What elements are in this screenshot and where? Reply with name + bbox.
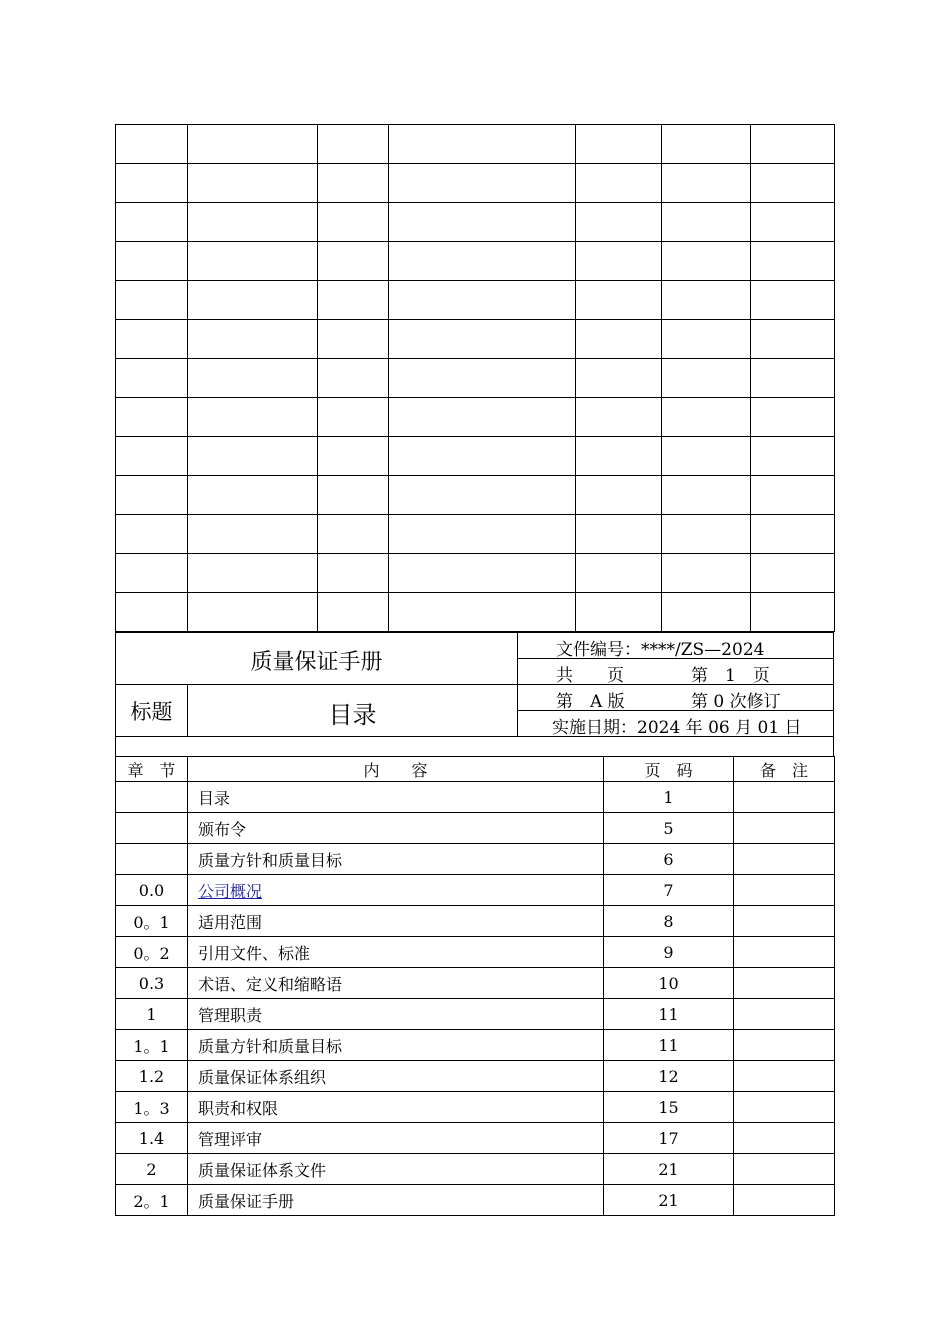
revision-cell: [576, 515, 662, 554]
revision-row: [116, 515, 835, 554]
revision-cell: [662, 125, 751, 164]
effective-date: 实施日期：2024 年 06 月 01 日: [552, 718, 802, 738]
section-number: 0.0: [116, 875, 188, 906]
revision-cell: [318, 593, 389, 632]
revision-cell: [576, 593, 662, 632]
note-cell: [734, 844, 835, 875]
revision-cell: [576, 242, 662, 281]
table-row: [116, 937, 835, 968]
note-cell: [734, 1030, 835, 1061]
contents-header-row: [116, 757, 835, 782]
note-cell: [734, 906, 835, 937]
revision-cell: [751, 281, 835, 320]
manual-title: 质量保证手册: [250, 650, 383, 675]
revision-cell: [188, 203, 318, 242]
section-title-cell: 管理评审: [188, 1123, 604, 1154]
revision-cell: [576, 437, 662, 476]
revision-row: [116, 242, 835, 281]
revision-cell: [318, 398, 389, 437]
revision-cell: [389, 320, 576, 359]
revision-cell: [751, 515, 835, 554]
revision-cell: [116, 203, 188, 242]
revision-cell: [188, 398, 318, 437]
revision-cell: [576, 320, 662, 359]
revision-row: [116, 125, 835, 164]
table-row: [116, 1123, 835, 1154]
revision-cell: [188, 437, 318, 476]
table-row: [116, 1092, 835, 1123]
note-cell: [734, 1123, 835, 1154]
revision-cell: [318, 320, 389, 359]
column-header-page: 页 码: [604, 757, 734, 782]
page-number-cell: 1: [604, 782, 734, 813]
section-number: 1: [116, 999, 188, 1030]
document-header: [115, 632, 834, 737]
section-number: [116, 844, 188, 875]
contents-table: [115, 756, 835, 1216]
page-number: 第 1 页: [691, 666, 770, 686]
section-number: 1.4: [116, 1123, 188, 1154]
section-title-cell: 质量保证手册: [188, 1185, 604, 1216]
revision-cell: [116, 125, 188, 164]
revision-cell: [188, 515, 318, 554]
revision-cell: [116, 437, 188, 476]
page-number-cell: 15: [604, 1092, 734, 1123]
note-cell: [734, 813, 835, 844]
revision-cell: [188, 476, 318, 515]
page-number-cell: 8: [604, 906, 734, 937]
note-cell: [734, 999, 835, 1030]
revision-cell: [662, 203, 751, 242]
page-number-cell: 10: [604, 968, 734, 999]
section-title-cell: 引用文件、标准: [188, 937, 604, 968]
section-title-cell: 目录: [188, 782, 604, 813]
section-title-cell: 质量方针和质量目标: [188, 844, 604, 875]
revision-cell: [662, 242, 751, 281]
revision-cell: [576, 359, 662, 398]
revision-cell: [318, 203, 389, 242]
section-title-cell: 术语、定义和缩略语: [188, 968, 604, 999]
section-title-cell: 颁布令: [188, 813, 604, 844]
revision-cell: [188, 242, 318, 281]
spacer-row: [115, 736, 834, 757]
section-title-cell: 质量方针和质量目标: [188, 1030, 604, 1061]
revision-cell: [116, 320, 188, 359]
revision-cell: [576, 281, 662, 320]
revision-cell: [318, 554, 389, 593]
section-number: 0.3: [116, 968, 188, 999]
table-row: [116, 844, 835, 875]
table-row: [116, 782, 835, 813]
revision-cell: [576, 398, 662, 437]
revision-row: [116, 593, 835, 632]
revision-cell: [389, 203, 576, 242]
revision-cell: [116, 476, 188, 515]
revision-cell: [662, 515, 751, 554]
revision-cell: [389, 554, 576, 593]
page-number-cell: 9: [604, 937, 734, 968]
revision-cell: [576, 164, 662, 203]
revision-row: [116, 164, 835, 203]
revision-cell: [116, 242, 188, 281]
column-header-content: 内 容: [188, 757, 604, 782]
revision-row: [116, 554, 835, 593]
revision-row: [116, 281, 835, 320]
revision-cell: [188, 554, 318, 593]
revision-cell: [751, 320, 835, 359]
revision-cell: [662, 554, 751, 593]
section-number: 1。3: [116, 1092, 188, 1123]
section-number: 2: [116, 1154, 188, 1185]
page-number-cell: 5: [604, 813, 734, 844]
revision-cell: [318, 437, 389, 476]
section-number: [116, 782, 188, 813]
total-pages: 共 页: [556, 666, 624, 686]
column-header-section: 章 节: [116, 757, 188, 782]
revision-cell: [116, 515, 188, 554]
section-title-cell: 适用范围: [188, 906, 604, 937]
revision-cell: [751, 164, 835, 203]
revision-cell: [116, 554, 188, 593]
revision-cell: [389, 515, 576, 554]
revision-cell: [188, 164, 318, 203]
table-row: [116, 875, 835, 906]
revision-record-grid: [115, 124, 835, 632]
revision-cell: [751, 476, 835, 515]
revision-cell: [576, 554, 662, 593]
revision-cell: [318, 242, 389, 281]
revision-cell: [318, 281, 389, 320]
revision-cell: [318, 515, 389, 554]
revision-cell: [662, 593, 751, 632]
doc-number: 文件编号：****/ZS—2024: [556, 640, 765, 660]
revision-cell: [576, 203, 662, 242]
section-title-cell: 质量保证体系组织: [188, 1061, 604, 1092]
revision-cell: [576, 125, 662, 164]
page-number-cell: 7: [604, 875, 734, 906]
revision-row: [116, 437, 835, 476]
note-cell: [734, 1185, 835, 1216]
revision-row: [116, 320, 835, 359]
page-number-cell: 21: [604, 1154, 734, 1185]
revision-cell: [662, 437, 751, 476]
table-row: [116, 1030, 835, 1061]
revision-cell: [751, 125, 835, 164]
revision-cell: [188, 320, 318, 359]
revision-cell: [389, 437, 576, 476]
revision-cell: [751, 554, 835, 593]
table-row: [116, 1154, 835, 1185]
note-cell: [734, 937, 835, 968]
table-row: [116, 999, 835, 1030]
revision-cell: [188, 125, 318, 164]
revision-cell: [662, 281, 751, 320]
revision-cell: [389, 359, 576, 398]
revision-cell: [318, 125, 389, 164]
note-cell: [734, 1154, 835, 1185]
note-cell: [734, 875, 835, 906]
revision-cell: [116, 281, 188, 320]
table-row: [116, 813, 835, 844]
revision-row: [116, 476, 835, 515]
revision-cell: [576, 476, 662, 515]
section-link[interactable]: 公司概况: [198, 881, 263, 901]
table-row: [116, 1185, 835, 1216]
page-number-cell: 11: [604, 1030, 734, 1061]
revision-cell: [751, 359, 835, 398]
table-row: [116, 968, 835, 999]
revision-cell: [389, 593, 576, 632]
section-title: 目录: [328, 701, 377, 729]
revision-cell: [751, 593, 835, 632]
revision-cell: [318, 164, 389, 203]
revision-cell: [188, 281, 318, 320]
section-number: 0。1: [116, 906, 188, 937]
revision-cell: [116, 398, 188, 437]
page-number-cell: 17: [604, 1123, 734, 1154]
revision-cell: [389, 164, 576, 203]
page-number-cell: 12: [604, 1061, 734, 1092]
column-header-note: 备 注: [734, 757, 835, 782]
revision-cell: [662, 164, 751, 203]
note-cell: [734, 782, 835, 813]
note-cell: [734, 1092, 835, 1123]
revision-cell: [389, 242, 576, 281]
revision-cell: [662, 476, 751, 515]
revision-cell: [751, 437, 835, 476]
revision-cell: [751, 203, 835, 242]
section-number: 0。2: [116, 937, 188, 968]
section-title-cell: [188, 875, 604, 906]
title-label: 标题: [130, 700, 173, 724]
section-title-cell: 职责和权限: [188, 1092, 604, 1123]
revision-cell: [116, 359, 188, 398]
section-title-cell: 管理职责: [188, 999, 604, 1030]
table-row: [116, 906, 835, 937]
revision-cell: [116, 164, 188, 203]
revision-cell: [188, 359, 318, 398]
revision-cell: [188, 593, 318, 632]
revision-row: [116, 359, 835, 398]
revision-cell: [751, 242, 835, 281]
table-row: [116, 1061, 835, 1092]
revision-number: 第 0 次修订: [691, 692, 781, 712]
edition: 第 A 版: [556, 692, 625, 712]
page-number-cell: 6: [604, 844, 734, 875]
revision-cell: [318, 359, 389, 398]
revision-cell: [389, 398, 576, 437]
section-number: [116, 813, 188, 844]
revision-row: [116, 203, 835, 242]
revision-cell: [389, 125, 576, 164]
section-number: 1。1: [116, 1030, 188, 1061]
page-number-cell: 21: [604, 1185, 734, 1216]
section-number: 1.2: [116, 1061, 188, 1092]
revision-cell: [662, 398, 751, 437]
revision-cell: [751, 398, 835, 437]
revision-cell: [389, 281, 576, 320]
page-number-cell: 11: [604, 999, 734, 1030]
note-cell: [734, 968, 835, 999]
section-number: 2。1: [116, 1185, 188, 1216]
revision-cell: [389, 476, 576, 515]
revision-cell: [662, 320, 751, 359]
revision-cell: [662, 359, 751, 398]
revision-row: [116, 398, 835, 437]
revision-cell: [116, 593, 188, 632]
note-cell: [734, 1061, 835, 1092]
revision-cell: [318, 476, 389, 515]
section-title-cell: 质量保证体系文件: [188, 1154, 604, 1185]
